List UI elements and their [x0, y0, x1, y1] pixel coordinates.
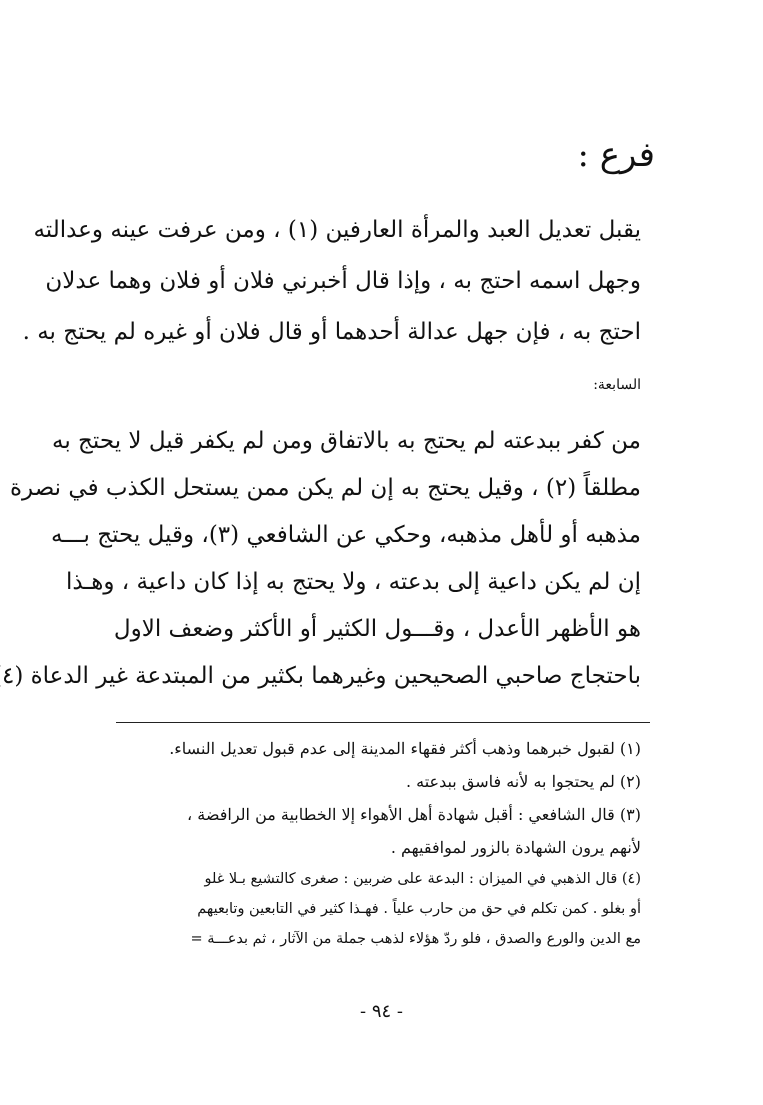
paragraph-first — [22, 205, 641, 358]
text-line: هو الأظهر الأعدل ، وقـــول الكثير أو الأكثر وضعف الاول — [113, 616, 641, 642]
footnote-line: لأنهم يرون الشهادة بالزور لموافقيهم . — [390, 838, 641, 857]
page-number: - ٩٤ - — [360, 1001, 403, 1022]
text-line: وجهل اسمه احتج به ، وإذا قال أخبرني فلان أو فلان وهما عدلان — [45, 268, 641, 294]
text-line: مطلقاً (٢) ، وقيل يحتج به إن لم يكن ممن يستحل الكذب في نصرة — [10, 475, 641, 501]
text-line: باحتجاج صاحبي الصحيحين وغيرهما بكثير من المبتدعة غير الدعاة (٤ — [1, 663, 641, 689]
footnote-line: (٤) قال الذهبي في الميزان : البدعة على ضربين : صغرى كالتشيع بـلا غلو — [204, 871, 641, 887]
text-line: يقبل تعديل العبد والمرأة العارفين (١) ، ومن عرفت عينه وعدالته — [33, 217, 641, 243]
section-heading: فرع : — [577, 135, 655, 175]
footnotes — [115, 732, 641, 954]
subsection-heading: السابعة: — [593, 377, 641, 393]
footnote-line: (٣) قال الشافعي : أقبل شهادة أهل الأهواء إلا الخطابية من الرافضة ، — [187, 805, 641, 824]
footnote-line: (٢) لم يحتجوا به لأنه فاسق ببدعته . — [405, 772, 641, 791]
text-line: احتج به ، فإن جهل عدالة أحدهما أو قال فلان أو غيره لم يحتج به . — [22, 319, 641, 345]
text-line: من كفر ببدعته لم يحتج به بالاتفاق ومن لم يكفر قيل لا يحتج به — [52, 428, 641, 454]
footnote-divider — [116, 722, 650, 723]
text-line: إن لم يكن داعية إلى بدعته ، ولا يحتج به إذا كان داعية ، وهـذا — [66, 569, 641, 595]
text-line: مذهبه أو لأهل مذهبه، وحكي عن الشافعي (٣)، وقيل يحتج بـــه — [51, 522, 641, 548]
paragraph-second — [1, 418, 641, 700]
footnote-line: أو بغلو . كمن تكلم في حق من حارب علياً . فهـذا كثير في التابعين وتابعيهم — [197, 901, 641, 917]
footnote-line: (١) لقبول خبرهما وذهب أكثر فقهاء المدينة إلى عدم قبول تعديل النساء. — [169, 739, 641, 758]
footnote-line: مع الدين والورع والصدق ، فلو ردّ هؤلاء لذهب جملة من الآثار ، ثم بدعـــة = — [190, 931, 641, 947]
